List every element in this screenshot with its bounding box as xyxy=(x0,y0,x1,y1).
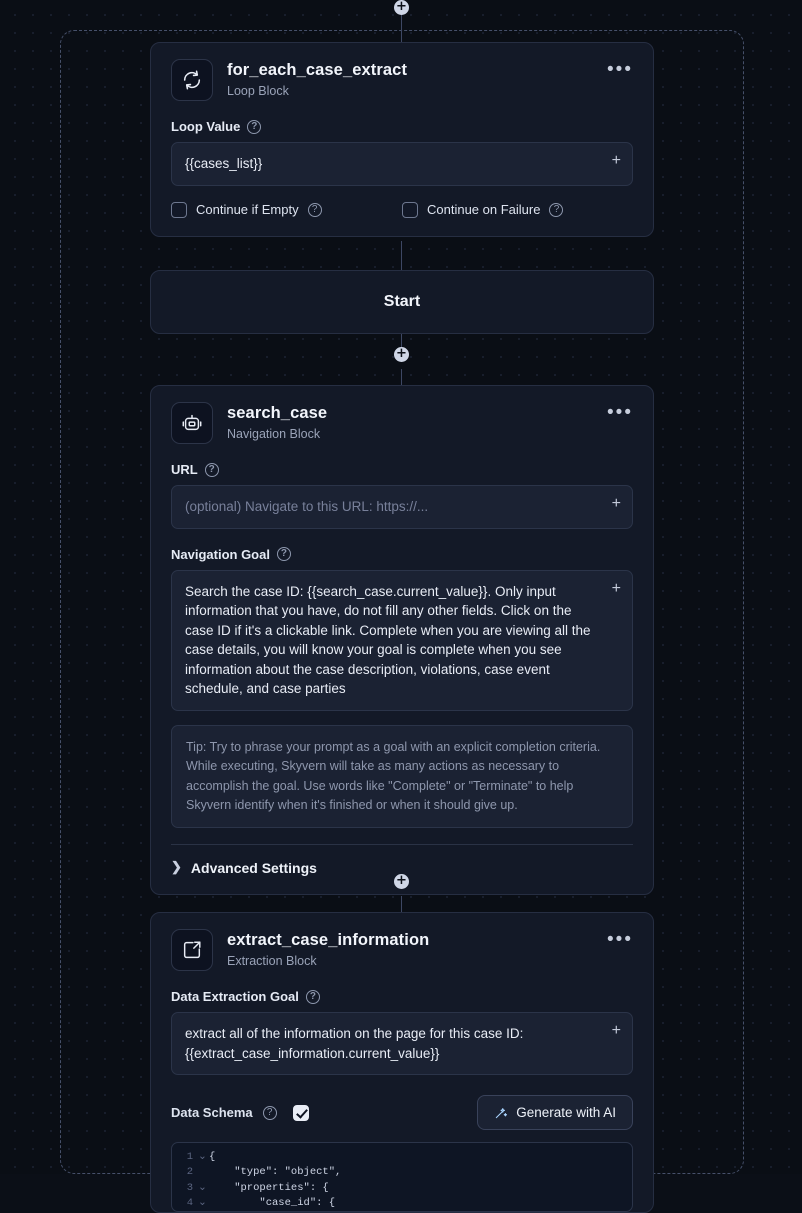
code-line-number: 2 xyxy=(186,1166,193,1179)
navigation-goal-label: Navigation Goal xyxy=(171,546,270,562)
navigation-block[interactable] xyxy=(150,385,654,895)
code-fold-icon[interactable]: ⌄ xyxy=(198,1196,207,1209)
code-line-text: "case_id": { xyxy=(209,1196,336,1209)
data-schema-row xyxy=(171,1095,633,1130)
navigation-block-menu-button[interactable]: ••• xyxy=(607,402,633,423)
navigation-tip: Tip: Try to phrase your prompt as a goal with an explicit completion criteria. While executing, Skyvern will take as many actions as necessary to accomplish the goal. Use words like "Complete" or "Terminate" to help Skyvern identify when it's finished or when it should give up. xyxy=(171,725,633,829)
continue-on-failure-label: Continue on Failure xyxy=(427,202,541,218)
loop-block-header xyxy=(171,59,633,101)
loop-value-input[interactable] xyxy=(171,142,633,186)
navigation-goal-text: Search the case ID: {{search_case.current_value}}. Only input information that you have, do not fill any other fields. Click on the case ID if it's a clickable link. Complete when you are viewing all the case details, you will know your goal is complete when you see information about the case description, violations, case event schedule, and case parties xyxy=(185,583,591,697)
connector-line-2 xyxy=(401,241,402,271)
navigation-block-title: search_case xyxy=(227,404,328,422)
continue-if-empty-checkbox[interactable] xyxy=(171,202,187,218)
url-placeholder-text: (optional) Navigate to this URL: https://... xyxy=(185,499,429,514)
data-schema-label: Data Schema xyxy=(171,1105,253,1121)
loop-block-menu-button[interactable]: ••• xyxy=(607,59,633,80)
data-extraction-goal-text: extract all of the information on the page for this case ID: {{extract_case_information.current_value}} xyxy=(185,1026,524,1061)
connector-line-6 xyxy=(401,896,402,913)
loop-value-text: {{cases_list}} xyxy=(185,156,263,171)
continue-if-empty-option[interactable] xyxy=(171,202,402,218)
continue-if-empty-label: Continue if Empty xyxy=(196,202,299,218)
navigation-goal-label-row xyxy=(171,547,633,562)
extraction-block-menu-button[interactable]: ••• xyxy=(607,929,633,950)
advanced-settings-label: Advanced Settings xyxy=(190,860,317,877)
help-icon[interactable]: ? xyxy=(306,990,320,1004)
navigation-goal-textarea[interactable] xyxy=(171,570,633,711)
help-icon[interactable]: ? xyxy=(277,547,291,561)
generate-with-ai-button[interactable] xyxy=(477,1095,633,1130)
generate-with-ai-label: Generate with AI xyxy=(516,1105,616,1121)
continue-on-failure-option[interactable] xyxy=(402,202,633,218)
url-label: URL xyxy=(171,462,198,477)
connector-line-4 xyxy=(401,369,402,386)
connector-line-1 xyxy=(401,15,402,42)
extraction-block-subtitle: Extraction Block xyxy=(227,954,317,968)
add-node-button-top[interactable]: + xyxy=(394,0,409,15)
add-node-button-middle[interactable]: + xyxy=(394,347,409,362)
code-fold-icon[interactable]: ⌄ xyxy=(198,1181,207,1194)
data-schema-checkbox[interactable] xyxy=(293,1105,309,1121)
navigation-block-subtitle: Navigation Block xyxy=(227,427,321,441)
code-line xyxy=(172,1150,632,1165)
loop-block[interactable] xyxy=(150,42,654,237)
magic-wand-icon xyxy=(494,1106,508,1120)
continue-on-failure-checkbox[interactable] xyxy=(402,202,418,218)
loop-value-label: Loop Value xyxy=(171,119,241,134)
extraction-block-title: extract_case_information xyxy=(227,931,430,949)
loop-block-subtitle: Loop Block xyxy=(227,84,289,98)
section-divider xyxy=(171,844,633,845)
loop-options-row xyxy=(171,202,633,218)
code-line xyxy=(172,1165,632,1180)
code-line xyxy=(172,1181,632,1196)
code-fold-icon[interactable]: ⌄ xyxy=(198,1151,207,1164)
help-icon[interactable]: ? xyxy=(205,463,219,477)
data-extraction-goal-label-row xyxy=(171,989,633,1004)
loop-value-label-row xyxy=(171,119,633,134)
start-block-label: Start xyxy=(383,293,421,310)
url-input[interactable] xyxy=(171,485,633,529)
code-line-number: 4 xyxy=(186,1196,193,1209)
data-schema-code-editor[interactable] xyxy=(171,1142,633,1212)
help-icon[interactable]: ? xyxy=(263,1106,277,1120)
help-icon[interactable]: ? xyxy=(308,203,322,217)
code-line-text: "properties": { xyxy=(209,1181,329,1194)
loop-block-title: for_each_case_extract xyxy=(227,61,408,79)
extraction-block[interactable] xyxy=(150,912,654,1213)
url-label-row xyxy=(171,462,633,477)
help-icon[interactable]: ? xyxy=(549,203,563,217)
extract-icon xyxy=(171,929,213,971)
code-line xyxy=(172,1196,632,1211)
code-line-number: 3 xyxy=(186,1181,193,1194)
data-extraction-goal-textarea[interactable] xyxy=(171,1012,633,1075)
chevron-right-icon: ❯ xyxy=(171,859,182,875)
code-line-text: "type": "object", xyxy=(209,1166,342,1179)
start-block[interactable] xyxy=(150,270,654,334)
add-parameter-icon[interactable]: + xyxy=(611,495,621,512)
code-fold-icon[interactable] xyxy=(198,1165,209,1180)
navigation-block-header xyxy=(171,402,633,444)
add-parameter-icon[interactable]: + xyxy=(611,152,621,169)
code-line-text: { xyxy=(209,1151,216,1164)
add-node-button-lower[interactable]: + xyxy=(394,874,409,889)
help-icon[interactable]: ? xyxy=(247,120,261,134)
robot-icon xyxy=(171,402,213,444)
loop-icon xyxy=(171,59,213,101)
add-parameter-icon[interactable]: + xyxy=(611,579,621,597)
add-parameter-icon[interactable]: + xyxy=(611,1022,621,1039)
extraction-block-header xyxy=(171,929,633,971)
code-line-number: 1 xyxy=(186,1151,193,1164)
data-extraction-goal-label: Data Extraction Goal xyxy=(171,989,299,1004)
